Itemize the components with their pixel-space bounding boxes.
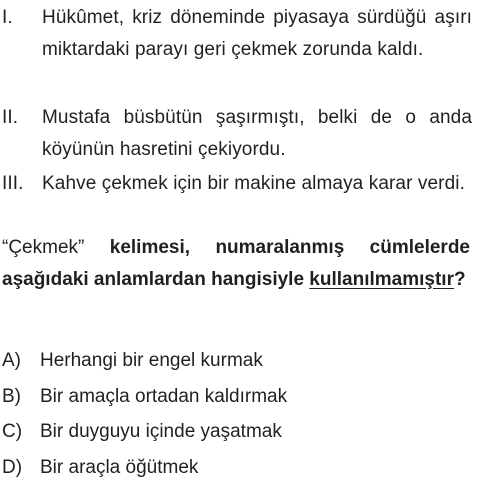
option-d[interactable] — [2, 452, 472, 487]
statement-1 — [0, 2, 472, 66]
option-text: Bir amaçla ortadan kaldırmak — [40, 386, 287, 407]
option-c[interactable] — [2, 416, 472, 452]
option-letter: C) — [2, 416, 40, 448]
statement-number: I. — [2, 2, 13, 34]
statement-text: Mustafa büsbütün şaşırmıştı, belki de o anda köyünün hasretini çekiyordu. — [42, 102, 472, 166]
statement-number: II. — [2, 102, 18, 134]
option-letter: B) — [2, 381, 40, 413]
option-text: Bir duyguyu içinde yaşatmak — [40, 421, 282, 442]
question-mark: ? — [454, 269, 466, 290]
statement-number: III. — [2, 168, 24, 200]
statement-3 — [0, 168, 472, 200]
option-letter: D) — [2, 452, 40, 484]
statement-text: Hükûmet, kriz döneminde piyasaya sürdüğü aşırı miktardaki parayı geri çekmek zorunda kaldı. — [42, 2, 472, 66]
option-a[interactable] — [2, 345, 472, 381]
question-underlined-word: kullanılmamıştır — [309, 269, 454, 290]
option-text: Herhangi bir engel kurmak — [40, 350, 263, 371]
question-quote: “Çekmek” — [2, 237, 84, 258]
option-text: Bir araçla öğütmek — [40, 457, 198, 478]
question-stem — [2, 232, 470, 296]
option-letter: A) — [2, 345, 40, 377]
statement-text: Kahve çekmek için bir makine almaya karar verdi. — [42, 168, 472, 200]
answer-options — [2, 345, 472, 487]
question-bold-text: kelimesi, numaralanmış cümlelerde aşağıdaki anlamlardan hangisiyle — [2, 237, 470, 290]
statement-2 — [0, 102, 472, 166]
option-b[interactable] — [2, 381, 472, 417]
